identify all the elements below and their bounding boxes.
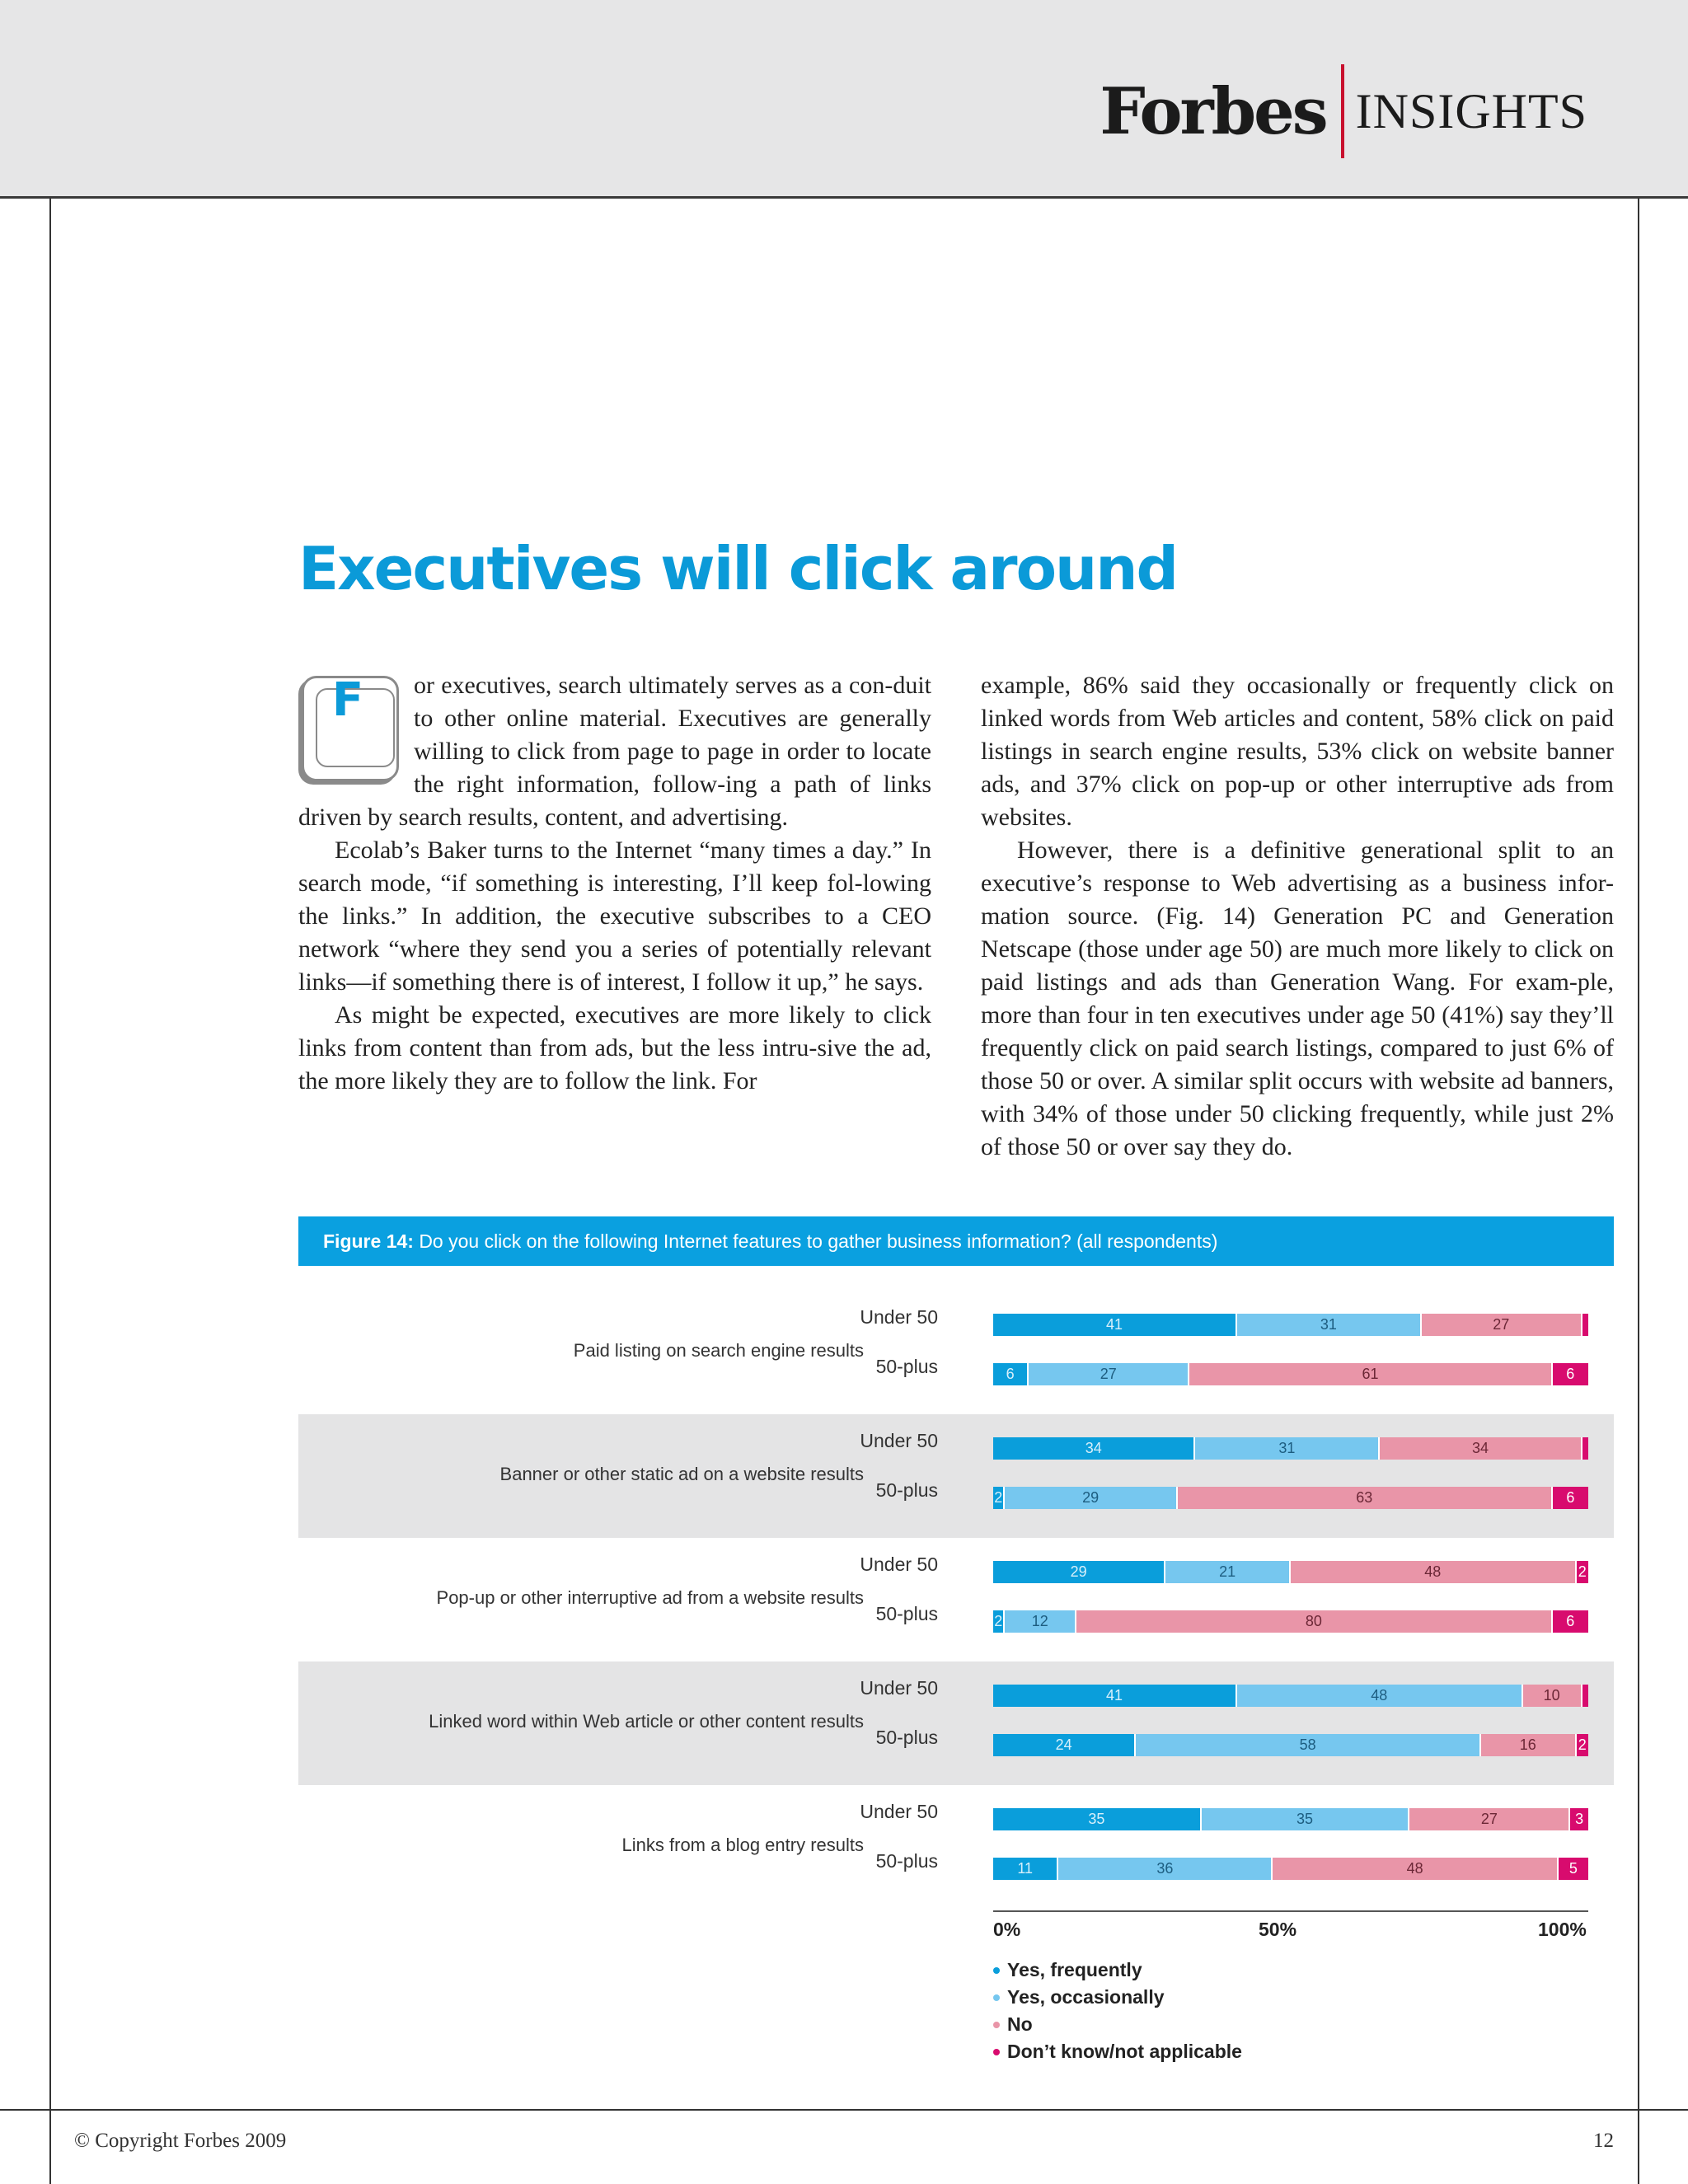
bar-segment: 31 — [1195, 1437, 1380, 1460]
forbes-insights-logo — [1100, 64, 1587, 158]
age-group-label: Under 50 — [860, 1430, 938, 1451]
bar-segment: 48 — [1237, 1685, 1523, 1707]
header-band — [0, 0, 1688, 199]
article-column-left — [298, 669, 931, 1098]
stacked-bar — [993, 1314, 1588, 1336]
bar-segment: 41 — [993, 1685, 1237, 1707]
bar-segment: 35 — [1202, 1808, 1410, 1830]
bar-segment: 24 — [993, 1734, 1136, 1756]
age-group-label: 50-plus — [875, 1603, 938, 1624]
bar-segment: 41 — [993, 1314, 1237, 1336]
bar-segment: 3 — [1570, 1808, 1588, 1830]
age-group-label: Under 50 — [860, 1554, 938, 1575]
legend-item — [993, 1984, 1242, 2011]
category-label: Paid listing on search engine results — [573, 1340, 864, 1361]
bar-segment: 6 — [1553, 1610, 1588, 1633]
bar-segment: 34 — [993, 1437, 1195, 1460]
stacked-bar — [993, 1561, 1588, 1583]
category-label: Banner or other static ad on a website results — [499, 1464, 864, 1484]
bar-segment: 80 — [1076, 1610, 1553, 1633]
bar-segment: 58 — [1136, 1734, 1481, 1756]
figure-caption: Do you click on the following Internet features to gather business information? (all respondents) — [419, 1230, 1218, 1252]
bar-segment: 16 — [1481, 1734, 1577, 1756]
bar-segment: 2 — [1577, 1734, 1588, 1756]
bar-segment: 5 — [1559, 1858, 1588, 1880]
bar-segment: 48 — [1273, 1858, 1559, 1880]
legend-swatch — [993, 2049, 1000, 2055]
copyright: © Copyright Forbes 2009 — [74, 2130, 287, 2152]
bar-segment — [1582, 1437, 1588, 1460]
article-column-right — [981, 669, 1614, 1164]
legend-swatch — [993, 2022, 1000, 2028]
paragraph: or executives, search ultimately serves as a con-duit to other online material. Executives are generally willing to click from page to page in order to locate the right information, follow-ing a path of links driven by search results, content, and advertising. — [298, 672, 931, 831]
page-frame-left-bottom — [49, 2111, 51, 2184]
stacked-bar — [993, 1437, 1588, 1460]
x-tick-label: 0% — [993, 1919, 1021, 1940]
stacked-bar — [993, 1808, 1588, 1830]
bar-segment: 12 — [1005, 1610, 1076, 1633]
bar-segment — [1582, 1314, 1588, 1336]
x-tick-label: 100% — [1538, 1919, 1587, 1940]
bar-segment: 2 — [993, 1610, 1005, 1633]
age-group-label: Under 50 — [860, 1677, 938, 1699]
bar-segment: 2 — [1577, 1561, 1588, 1583]
legend-item — [993, 2038, 1242, 2065]
bar-segment: 10 — [1523, 1685, 1582, 1707]
stacked-bar — [993, 1685, 1588, 1707]
figure-number: Figure 14: — [323, 1230, 414, 1252]
logo-divider — [1341, 64, 1344, 158]
paragraph: As might be expected, executives are more likely to click links from content than from ads, but the less intru-sive the ad, the more likely they are to follow the link. For — [298, 1001, 931, 1094]
age-group-label: 50-plus — [875, 1850, 938, 1872]
stacked-bar — [993, 1487, 1588, 1509]
bar-segment: 6 — [1553, 1363, 1588, 1385]
bar-segment: 27 — [1409, 1808, 1570, 1830]
age-group-label: 50-plus — [875, 1479, 938, 1501]
bar-segment — [1582, 1685, 1588, 1707]
article-title: Executives will click around — [298, 534, 1178, 603]
bar-segment: 11 — [993, 1858, 1058, 1880]
legend-swatch — [993, 1994, 1000, 2001]
chart-legend — [993, 1957, 1242, 2065]
legend-swatch — [993, 1967, 1000, 1974]
bar-segment: 6 — [993, 1363, 1029, 1385]
age-group-label: 50-plus — [875, 1356, 938, 1377]
legend-label: No — [1007, 2013, 1033, 2035]
category-label: Linked word within Web article or other content results — [429, 1711, 864, 1732]
category-label: Links from a blog entry results — [621, 1835, 864, 1855]
bar-segment: 21 — [1165, 1561, 1291, 1583]
bar-segment: 2 — [993, 1487, 1005, 1509]
stacked-bar — [993, 1734, 1588, 1756]
page-frame-right — [1638, 199, 1639, 2184]
legend-label: Don’t know/not applicable — [1007, 2041, 1242, 2062]
age-group-label: 50-plus — [875, 1727, 938, 1748]
bar-segment: 63 — [1178, 1487, 1553, 1509]
bar-segment: 34 — [1380, 1437, 1582, 1460]
stacked-bar — [993, 1363, 1588, 1385]
bar-segment: 36 — [1058, 1858, 1273, 1880]
bar-segment: 6 — [1553, 1487, 1588, 1509]
legend-item — [993, 2011, 1242, 2038]
bar-segment: 29 — [993, 1561, 1165, 1583]
logo-insights-text: INSIGHTS — [1355, 83, 1587, 138]
logo-forbes-text: Forbes — [1100, 73, 1326, 149]
category-label: Pop-up or other interruptive ad from a website results — [436, 1587, 864, 1608]
bar-segment: 31 — [1237, 1314, 1422, 1336]
stacked-bar — [993, 1858, 1588, 1880]
legend-label: Yes, frequently — [1007, 1959, 1142, 1980]
paragraph: However, there is a definitive generational split to an executive’s response to Web advertising as a business infor-mation source. (Fig. 14) Generation PC and Generation Netscape (those under age 50) are much more likely to click on paid listings and ads than Generation Wang. For exam-ple, more than four in ten executives under age 50 (41%) say they’ll frequently click on paid search listings, compared to just 6% of those 50 or over. A similar split occurs with website ad banners, with 34% of those under 50 clicking frequently, while just 2% of those 50 or over say they do. — [981, 837, 1614, 1160]
stacked-bar — [993, 1610, 1588, 1633]
bar-segment: 61 — [1189, 1363, 1552, 1385]
bar-segment: 29 — [1005, 1487, 1177, 1509]
dropcap — [298, 673, 401, 783]
page-number: 12 — [1593, 2130, 1614, 2152]
bar-segment: 27 — [1029, 1363, 1189, 1385]
page-frame-left — [49, 199, 51, 2111]
age-group-label: Under 50 — [860, 1801, 938, 1822]
paragraph: Ecolab’s Baker turns to the Internet “many times a day.” In search mode, “if something is interesting, I’ll keep fol-lowing the links.” In addition, the executive subscribes to a CEO network “where they send you a series of potentially relevant links—if something there is of interest, I follow it up,” he says. — [298, 837, 931, 996]
x-tick-label: 50% — [1259, 1919, 1297, 1940]
bar-segment: 48 — [1291, 1561, 1577, 1583]
paragraph: example, 86% said they occasionally or frequently click on linked words from Web articles and content, 58% click on paid listings in search engine results, 53% click on website banner ads, and 37% click on pop-up or other interruptive ads from websites. — [981, 672, 1614, 831]
figure-caption-bar — [298, 1216, 1614, 1266]
footer-rule — [0, 2109, 1688, 2111]
legend-item — [993, 1957, 1242, 1984]
age-group-label: Under 50 — [860, 1306, 938, 1328]
bar-segment: 27 — [1422, 1314, 1582, 1336]
bar-segment: 35 — [993, 1808, 1202, 1830]
dropcap-letter: F — [331, 673, 364, 727]
x-axis-line — [993, 1910, 1588, 1912]
legend-label: Yes, occasionally — [1007, 1986, 1165, 2008]
